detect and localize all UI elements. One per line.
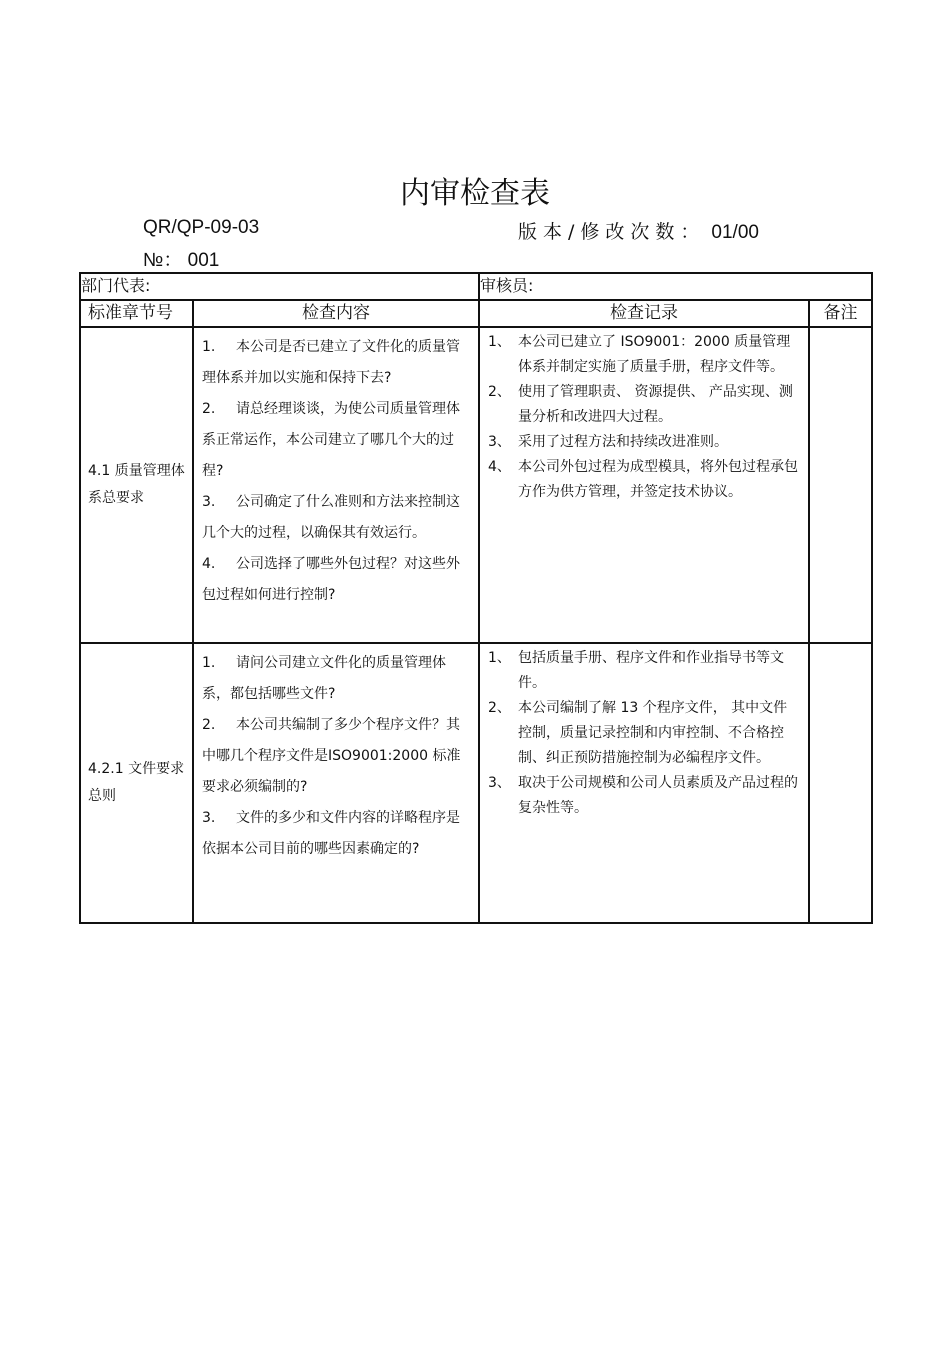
question-cell xyxy=(193,327,479,643)
column-header-record: 检查记录 xyxy=(479,300,809,327)
audit-checklist-table xyxy=(79,272,873,924)
record-item: 2、 使用了管理职责、 资源提供、 产品实现、测量分析和改进四大过程。 xyxy=(488,384,793,425)
record-item: 4、 本公司外包过程为成型模具，将外包过程承包方作为供方管理，并签定技术协议。 xyxy=(488,459,798,500)
column-header-content: 检查内容 xyxy=(193,300,479,327)
page-title: 内审检查表 xyxy=(400,176,550,211)
question-item: 1. 请问公司建立文件化的质量管理体系，都包括哪些文件? xyxy=(202,655,446,702)
record-cell xyxy=(479,327,809,643)
version-label: 版本/修改次数： xyxy=(518,221,706,243)
dept-rep-cell: 部门代表: xyxy=(80,273,479,300)
question-item: 3. 公司确定了什么准则和方法来控制这几个大的过程，以确保其有效运行。 xyxy=(202,494,460,541)
question-item: 4. 公司选择了哪些外包过程？对这些外包过程如何进行控制? xyxy=(202,556,460,603)
clause-cell: 4.1 质量管理体系总要求 xyxy=(80,327,193,643)
question-item: 2. 请总经理谈谈，为使公司质量管理体系正常运作，本公司建立了哪几个大的过程? xyxy=(202,401,460,479)
column-header-row xyxy=(80,300,872,327)
question-item: 3. 文件的多少和文件内容的详略程序是依据本公司目前的哪些因素确定的? xyxy=(202,810,460,857)
record-item: 1、 包括质量手册、程序文件和作业指导书等文件。 xyxy=(488,650,784,691)
record-item: 3、 取决于公司规模和公司人员素质及产品过程的复杂性等。 xyxy=(488,775,798,816)
record-item: 2、 本公司编制了解 13 个程序文件， 其中文件控制，质量记录控制和内审控制、不合格控制、纠正预防措施控制为必编程序文件。 xyxy=(488,700,788,766)
version-value: 01/00 xyxy=(711,222,759,243)
column-header-clause: 标准章节号 xyxy=(80,300,193,327)
version-info xyxy=(518,217,759,244)
column-header-remark: 备注 xyxy=(809,300,872,327)
question-cell xyxy=(193,643,479,923)
question-item: 1. 本公司是否已建立了文件化的质量管理体系并加以实施和保持下去? xyxy=(202,339,460,386)
document-code: QR/QP-09-03 xyxy=(143,217,260,238)
serial-number: №： 001 xyxy=(143,250,220,271)
record-item: 1、 本公司已建立了 ISO9001：2000 质量管理体系并制定实施了质量手册，程序文件等。 xyxy=(488,334,791,375)
question-item: 2. 本公司共编制了多少个程序文件？其中哪几个程序文件是ISO9001:2000 标准要求必须编制的? xyxy=(202,717,461,795)
remark-cell xyxy=(809,327,872,643)
header-row xyxy=(80,273,872,300)
record-item: 3、 采用了过程方法和持续改进准则。 xyxy=(488,434,728,450)
table-row xyxy=(80,327,872,643)
record-cell xyxy=(479,643,809,923)
table-row xyxy=(80,643,872,923)
remark-cell xyxy=(809,643,872,923)
clause-cell: 4.2.1 文件要求总则 xyxy=(80,643,193,923)
auditor-cell: 审核员: xyxy=(479,273,872,300)
